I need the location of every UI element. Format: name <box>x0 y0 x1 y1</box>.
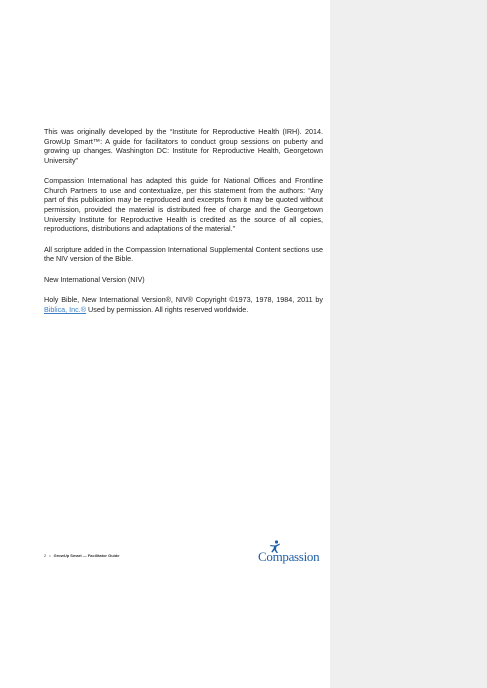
copyright-text-after: Used by permission. All rights reserved worldwide. <box>86 304 249 314</box>
paragraph-copyright <box>44 295 323 314</box>
paragraph-origin: This was originally developed by the “Institute for Reproductive Health (IRH). 2014. GrowUp Smart™: A guide for facilitators to conduct group sessions on puberty and growing up changes. Washington DC: Institute for Reproductive Health, Georgetown University” <box>44 127 323 165</box>
paragraph-adaptation: Compassion International has adapted this guide for National Offices and Frontline Church Partners to use and contextualize, per this statement from the authors: “Any part of this publication may be reproduced and excerpts from it may be quoted without permission, provided the material is distributed free of charge and the Georgetown University Institute for Reproductive Health is credited as the source of all copies, reproductions, distributions and adaptations of the material.” <box>44 176 323 234</box>
footer-bullet: • <box>49 553 51 558</box>
comment-pane <box>330 0 487 688</box>
page-footer <box>44 553 119 559</box>
copyright-text-before: Holy Bible, New International Version®, NIV® Copyright ©1973, 1978, 1984, 2011 by <box>44 294 323 304</box>
footer-guide-title: GrowUp Smart — Facilitator Guide <box>53 553 120 558</box>
document-body <box>44 127 323 325</box>
compassion-logo <box>258 540 330 568</box>
compassion-wordmark: Compassion <box>258 549 320 564</box>
paragraph-scripture: All scripture added in the Compassion International Supplemental Content sections use the NIV version of the Bible. <box>44 244 323 264</box>
biblica-link[interactable]: Biblica, Inc.® <box>44 304 87 314</box>
page-number: 2 <box>44 553 47 558</box>
paragraph-version: New International Version (NIV) <box>44 274 145 284</box>
